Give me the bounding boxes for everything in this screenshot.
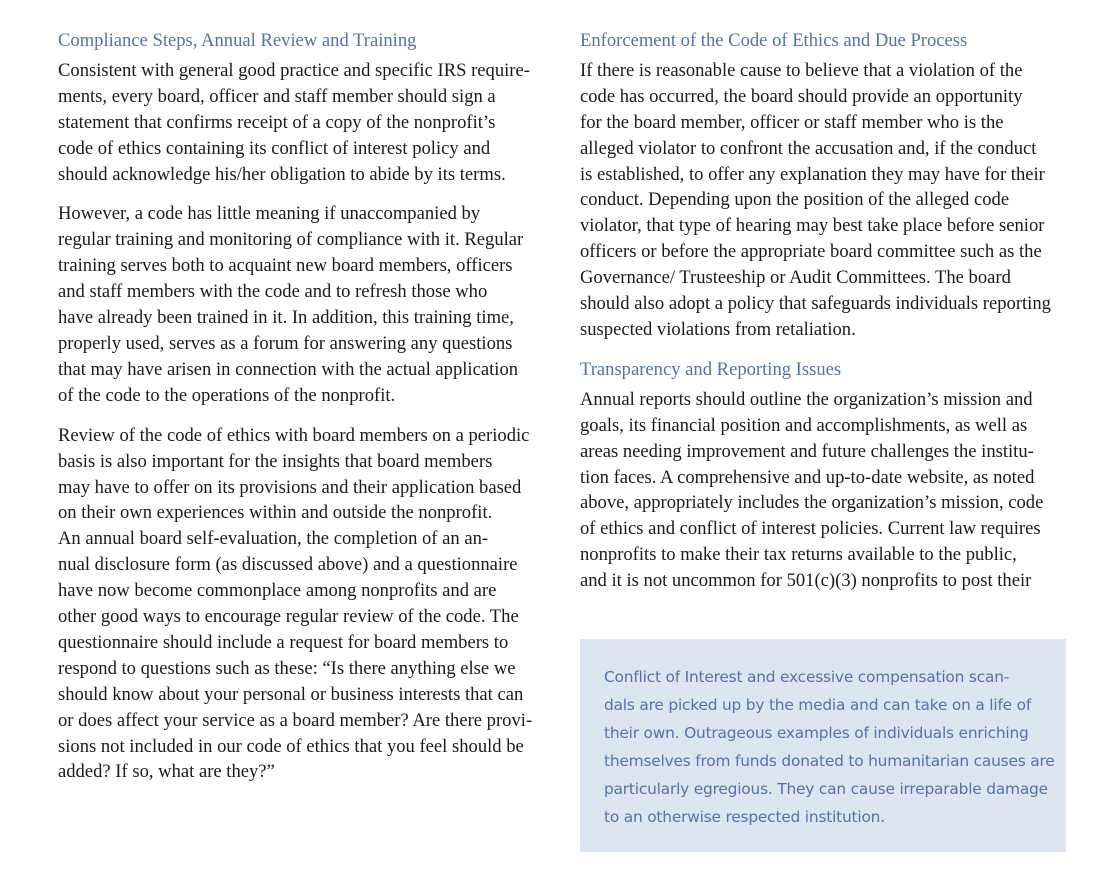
text-line: code of ethics containing its conflict of interest policy and xyxy=(58,137,491,159)
text-line: suspected violations from retaliation. xyxy=(580,318,856,340)
text-line: should know about your personal or business interests that can xyxy=(58,683,524,705)
callout-line: to an otherwise respected institution. xyxy=(604,808,885,826)
callout-line: dals are picked up by the media and can take on a life of xyxy=(604,696,1032,714)
text-line: Consistent with general good practice and specific IRS require- xyxy=(58,59,530,81)
paragraph-training xyxy=(58,201,558,408)
text-line: have now become commonplace among nonprofits and are xyxy=(58,580,497,602)
paragraph-enforcement xyxy=(580,58,1072,343)
pull-quote-callout xyxy=(580,639,1066,852)
text-line: If there is reasonable cause to believe that a violation of the xyxy=(580,59,1023,81)
callout-line: their own. Outrageous examples of individuals enriching xyxy=(604,724,1029,742)
text-line: conduct. Depending upon the position of the alleged code xyxy=(580,189,1010,211)
text-line: properly used, serves as a forum for answering any questions xyxy=(58,332,513,354)
text-line: respond to questions such as these: “Is there anything else we xyxy=(58,657,516,679)
section-heading-enforcement: Enforcement of the Code of Ethics and Due Process xyxy=(580,30,968,51)
paragraph-periodic-review xyxy=(58,423,558,786)
text-line: that may have arisen in connection with the actual application xyxy=(58,358,519,380)
text-line: training serves both to acquaint new board members, officers xyxy=(58,255,513,277)
text-line: is established, to offer any explanation they may have for their xyxy=(580,163,1045,185)
paragraph-transparency xyxy=(580,387,1072,594)
right-column xyxy=(580,28,1072,608)
text-line: should also adopt a policy that safeguards individuals reporting xyxy=(580,293,1051,315)
text-line: other good ways to encourage regular review of the code. The xyxy=(58,606,519,628)
text-line: regular training and monitoring of compliance with it. Regular xyxy=(58,229,524,251)
text-line: and it is not uncommon for 501(c)(3) nonprofits to post their xyxy=(580,570,1032,592)
text-line: Annual reports should outline the organization’s mission and xyxy=(580,388,1033,410)
text-line: However, a code has little meaning if unaccompanied by xyxy=(58,203,481,225)
callout-line: particularly egregious. They can cause irreparable damage xyxy=(604,780,1048,798)
text-line: statement that confirms receipt of a copy of the nonprofit’s xyxy=(58,111,496,133)
callout-line: Conflict of Interest and excessive compensation scan- xyxy=(604,668,1010,686)
text-line: of the code to the operations of the nonprofit. xyxy=(58,384,396,406)
text-line: have already been trained in it. In addition, this training time, xyxy=(58,307,514,329)
text-line: above, appropriately includes the organization’s mission, code xyxy=(580,492,1044,514)
text-line: of ethics and conflict of interest policies. Current law requires xyxy=(580,518,1041,540)
text-line: areas needing improvement and future challenges the institu- xyxy=(580,440,1034,462)
text-line: for the board member, officer or staff member who is the xyxy=(580,111,1004,133)
callout-line: themselves from funds donated to humanitarian causes are xyxy=(604,752,1055,770)
text-line: and staff members with the code and to refresh those who xyxy=(58,281,488,303)
left-column xyxy=(58,28,558,799)
text-line: ments, every board, officer and staff member should sign a xyxy=(58,85,496,107)
paragraph-compliance-signature xyxy=(58,58,558,188)
text-line: An annual board self-evaluation, the completion of an an- xyxy=(58,528,489,550)
section-heading-transparency: Transparency and Reporting Issues xyxy=(580,358,842,380)
text-line: goals, its financial position and accomplishments, as well as xyxy=(580,414,1028,436)
text-line: or does affect your service as a board member? Are there provi- xyxy=(58,709,533,731)
text-line: violator, that type of hearing may best take place before senior xyxy=(580,215,1045,237)
text-line: tion faces. A comprehensive and up-to-date website, as noted xyxy=(580,466,1035,488)
text-line: officers or before the appropriate board committee such as the xyxy=(580,241,1042,263)
text-line: nonprofits to make their tax returns available to the public, xyxy=(580,544,1017,566)
text-line: basis is also important for the insights that board members xyxy=(58,450,493,472)
text-line: nual disclosure form (as discussed above) and a questionnaire xyxy=(58,554,518,576)
text-line: on their own experiences within and outside the nonprofit. xyxy=(58,502,493,524)
text-line: Governance/ Trusteeship or Audit Committees. The board xyxy=(580,267,1011,289)
text-line: code has occurred, the board should provide an opportunity xyxy=(580,85,1023,107)
text-line: added? If so, what are they?” xyxy=(58,761,275,783)
text-line: sions not included in our code of ethics that you feel should be xyxy=(58,735,524,757)
text-line: Review of the code of ethics with board members on a periodic xyxy=(58,424,530,446)
text-line: should acknowledge his/her obligation to abide by its terms. xyxy=(58,163,506,185)
text-line: alleged violator to confront the accusation and, if the conduct xyxy=(580,137,1037,159)
text-line: questionnaire should include a request for board members to xyxy=(58,631,509,653)
section-heading-compliance: Compliance Steps, Annual Review and Training xyxy=(58,30,417,51)
text-line: may have to offer on its provisions and their application based xyxy=(58,476,522,498)
